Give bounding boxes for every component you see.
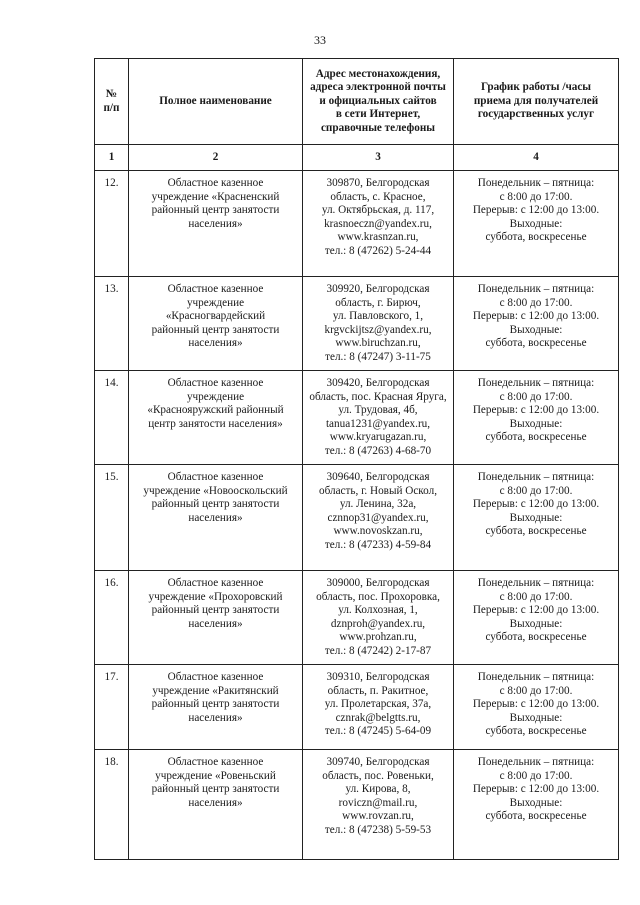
- address-contacts-line: область, п. Ракитное,: [327, 684, 429, 697]
- organization-name-line: учреждение: [186, 296, 245, 309]
- address-contacts-line: ул. Октябрьская, д. 117,: [321, 204, 435, 217]
- organization-name-line: районный центр занятости: [151, 783, 280, 796]
- work-schedule-line: Выходные:: [509, 711, 563, 724]
- organization-name-line: «Краснояружский районный: [147, 404, 284, 417]
- work-schedule-line: Перерыв: с 12:00 до 13:00.: [472, 498, 600, 511]
- address-contacts: [303, 465, 454, 571]
- work-schedule: [454, 665, 619, 750]
- address-contacts-line: тел.: 8 (47233) 4-59-84: [324, 538, 432, 551]
- employment-centers-table: [94, 58, 619, 860]
- work-schedule-line: суббота, воскресенье: [485, 525, 587, 538]
- header-schedule: [454, 59, 619, 145]
- row-number: 17.: [95, 665, 129, 750]
- header-full-name: [129, 59, 303, 145]
- address-contacts-line: 309640, Белгородская: [326, 471, 430, 483]
- row-number: 15.: [95, 465, 129, 571]
- row-number: 14.: [95, 371, 129, 465]
- organization-name-line: населения»: [188, 511, 243, 524]
- address-contacts-line: 309920, Белгородская: [326, 283, 430, 295]
- header-line: приема для получателей: [473, 94, 599, 107]
- organization-name-line: районный центр занятости: [151, 604, 280, 617]
- address-contacts-line: тел.: 8 (47263) 4-68-70: [324, 444, 432, 457]
- address-contacts-line: 309000, Белгородская: [326, 577, 430, 589]
- organization-name-line: населения»: [188, 617, 243, 630]
- work-schedule-line: Выходные:: [509, 323, 563, 336]
- work-schedule: [454, 465, 619, 571]
- organization-name-line: учреждение: [186, 390, 245, 403]
- work-schedule-line: суббота, воскресенье: [485, 231, 587, 244]
- table-row: [95, 277, 619, 371]
- row-number: 18.: [95, 750, 129, 860]
- work-schedule: [454, 371, 619, 465]
- address-contacts-line: 309870, Белгородская: [326, 177, 430, 189]
- organization-name-line: Областное казенное: [167, 377, 264, 389]
- work-schedule-line: Перерыв: с 12:00 до 13:00.: [472, 204, 600, 217]
- work-schedule-line: с 8:00 до 17:00.: [499, 484, 573, 497]
- organization-name-line: Областное казенное: [167, 577, 264, 589]
- address-contacts-line: область, пос. Ровеньки,: [322, 769, 434, 782]
- organization-name-line: районный центр занятости: [151, 323, 280, 336]
- header-number: [95, 59, 129, 145]
- address-contacts-line: www.kryarugazan.ru,: [329, 431, 427, 444]
- organization-name-line: учреждение «Прохоровский: [148, 590, 283, 603]
- work-schedule-line: Выходные:: [509, 511, 563, 524]
- organization-name-line: районный центр занятости: [151, 204, 280, 217]
- work-schedule-line: Понедельник – пятница:: [477, 471, 595, 483]
- address-contacts-line: dznproh@yandex.ru,: [330, 617, 426, 630]
- header-line: График работы /часы: [480, 81, 592, 94]
- organization-name: [129, 277, 303, 371]
- work-schedule-line: Перерыв: с 12:00 до 13:00.: [472, 310, 600, 323]
- table-row: [95, 371, 619, 465]
- organization-name-line: Областное казенное: [167, 283, 264, 295]
- work-schedule-line: Выходные:: [509, 617, 563, 630]
- organization-name-line: районный центр занятости: [151, 498, 280, 511]
- organization-name-line: «Красногвардейский: [165, 310, 266, 323]
- table-row: [95, 465, 619, 571]
- organization-name-line: районный центр занятости: [151, 698, 280, 711]
- work-schedule-line: Перерыв: с 12:00 до 13:00.: [472, 698, 600, 711]
- organization-name: [129, 750, 303, 860]
- address-contacts-line: область, пос. Прохоровка,: [316, 590, 440, 603]
- work-schedule-line: Понедельник – пятница:: [477, 671, 595, 683]
- work-schedule-line: с 8:00 до 17:00.: [499, 769, 573, 782]
- address-contacts-line: krgvckijtsz@yandex.ru,: [324, 323, 432, 336]
- column-number: 2: [129, 145, 303, 171]
- header-line: справочные телефоны: [320, 121, 436, 134]
- header-line: и официальных сайтов: [319, 94, 437, 107]
- organization-name: [129, 571, 303, 665]
- page-number: 33: [314, 33, 326, 47]
- organization-name-line: центр занятости населения»: [148, 417, 283, 430]
- work-schedule-line: Перерыв: с 12:00 до 13:00.: [472, 404, 600, 417]
- address-contacts-line: ул. Пролетарская, 37а,: [324, 698, 432, 711]
- organization-name-line: Областное казенное: [167, 471, 264, 483]
- address-contacts-line: www.novoskzan.ru,: [333, 525, 423, 538]
- address-contacts: [303, 571, 454, 665]
- organization-name-line: учреждение «Новооскольский: [143, 484, 288, 497]
- work-schedule-line: суббота, воскресенье: [485, 631, 587, 644]
- work-schedule-line: суббота, воскресенье: [485, 810, 587, 823]
- work-schedule-line: Понедельник – пятница:: [477, 756, 595, 768]
- address-contacts-line: www.rovzan.ru,: [342, 810, 414, 823]
- table-row: [95, 665, 619, 750]
- address-contacts-line: www.krasnzan.ru,: [337, 231, 419, 244]
- organization-name: [129, 665, 303, 750]
- address-contacts-line: ул. Ленина, 32а,: [339, 498, 417, 511]
- organization-name-line: учреждение «Ровеньский: [155, 769, 276, 782]
- address-contacts-line: ул. Павловского, 1,: [332, 310, 424, 323]
- organization-name-line: Областное казенное: [167, 756, 264, 768]
- organization-name: [129, 465, 303, 571]
- address-contacts-line: тел.: 8 (47245) 5-64-09: [324, 725, 432, 738]
- address-contacts-line: область, г. Новый Оскол,: [318, 484, 438, 497]
- address-contacts: [303, 371, 454, 465]
- address-contacts: [303, 171, 454, 277]
- table-header-row: [95, 59, 619, 145]
- work-schedule-line: с 8:00 до 17:00.: [499, 190, 573, 203]
- organization-name-line: населения»: [188, 217, 243, 230]
- work-schedule-line: суббота, воскресенье: [485, 431, 587, 444]
- table-row: [95, 571, 619, 665]
- address-contacts-line: cznnop31@yandex.ru,: [327, 511, 429, 524]
- address-contacts-line: область, с. Красное,: [330, 190, 426, 203]
- work-schedule-line: Перерыв: с 12:00 до 13:00.: [472, 604, 600, 617]
- header-line: Адрес местонахождения,: [315, 67, 441, 80]
- address-contacts-line: тел.: 8 (47242) 2-17-87: [324, 644, 432, 657]
- organization-name-line: Областное казенное: [167, 177, 264, 189]
- header-line: адреса электронной почты: [310, 81, 446, 94]
- address-contacts-line: ул. Кирова, 8,: [345, 783, 411, 796]
- address-contacts-line: tanua1231@yandex.ru,: [325, 417, 431, 430]
- address-contacts-line: тел.: 8 (47262) 5-24-44: [324, 244, 432, 257]
- address-contacts-line: тел.: 8 (47247) 3-11-75: [325, 350, 431, 363]
- work-schedule-line: Выходные:: [509, 417, 563, 430]
- work-schedule-line: с 8:00 до 17:00.: [499, 684, 573, 697]
- address-contacts-line: ул. Колхозная, 1,: [338, 604, 418, 617]
- column-number: 3: [303, 145, 454, 171]
- address-contacts-line: тел.: 8 (47238) 5-59-53: [324, 823, 432, 836]
- column-number: 4: [454, 145, 619, 171]
- header-address-contacts: [303, 59, 454, 145]
- organization-name: [129, 171, 303, 277]
- organization-name-line: учреждение «Красненский: [151, 190, 280, 203]
- header-line: государственных услуг: [477, 108, 595, 121]
- address-contacts-line: ул. Трудовая, 4б,: [338, 404, 418, 417]
- work-schedule: [454, 277, 619, 371]
- organization-name-line: населения»: [188, 711, 243, 724]
- organization-name-line: населения»: [188, 337, 243, 350]
- column-numbers-row: [95, 145, 619, 171]
- address-contacts: [303, 277, 454, 371]
- table-row: [95, 171, 619, 277]
- address-contacts-line: область, г. Бирюч,: [335, 296, 421, 309]
- address-contacts: [303, 665, 454, 750]
- header-line: №: [105, 87, 118, 100]
- work-schedule-line: Понедельник – пятница:: [477, 177, 595, 189]
- table-body: [95, 171, 619, 860]
- organization-name-line: Областное казенное: [167, 671, 264, 683]
- address-contacts-line: 309740, Белгородская: [326, 756, 430, 768]
- table-row: [95, 750, 619, 860]
- address-contacts-line: www.prohzan.ru,: [339, 631, 417, 644]
- work-schedule-line: суббота, воскресенье: [485, 725, 587, 738]
- work-schedule-line: с 8:00 до 17:00.: [499, 390, 573, 403]
- work-schedule: [454, 750, 619, 860]
- work-schedule-line: Понедельник – пятница:: [477, 283, 595, 295]
- organization-name-line: учреждение «Ракитянский: [152, 684, 279, 697]
- header-line: п/п: [103, 101, 120, 114]
- address-contacts-line: krasnoeczn@yandex.ru,: [324, 217, 432, 230]
- work-schedule-line: Понедельник – пятница:: [477, 577, 595, 589]
- row-number: 16.: [95, 571, 129, 665]
- address-contacts-line: 309310, Белгородская: [326, 671, 430, 683]
- work-schedule-line: Выходные:: [509, 796, 563, 809]
- work-schedule-line: Понедельник – пятница:: [477, 377, 595, 389]
- work-schedule-line: с 8:00 до 17:00.: [499, 296, 573, 309]
- header-line: Полное наименование: [159, 94, 272, 107]
- row-number: 13.: [95, 277, 129, 371]
- row-number: 12.: [95, 171, 129, 277]
- column-number: 1: [95, 145, 129, 171]
- address-contacts: [303, 750, 454, 860]
- work-schedule-line: Перерыв: с 12:00 до 13:00.: [472, 783, 600, 796]
- work-schedule-line: Выходные:: [509, 217, 563, 230]
- organization-name-line: населения»: [188, 796, 243, 809]
- work-schedule-line: суббота, воскресенье: [485, 337, 587, 350]
- work-schedule: [454, 171, 619, 277]
- address-contacts-line: 309420, Белгородская: [326, 377, 430, 389]
- work-schedule: [454, 571, 619, 665]
- organization-name: [129, 371, 303, 465]
- address-contacts-line: roviczn@mail.ru,: [338, 796, 418, 809]
- address-contacts-line: область, пос. Красная Яруга,: [309, 390, 447, 403]
- address-contacts-line: www.biruchzan.ru,: [335, 337, 421, 350]
- work-schedule-line: с 8:00 до 17:00.: [499, 590, 573, 603]
- header-line: в сети Интернет,: [335, 108, 421, 121]
- address-contacts-line: cznrak@belgtts.ru,: [335, 711, 421, 724]
